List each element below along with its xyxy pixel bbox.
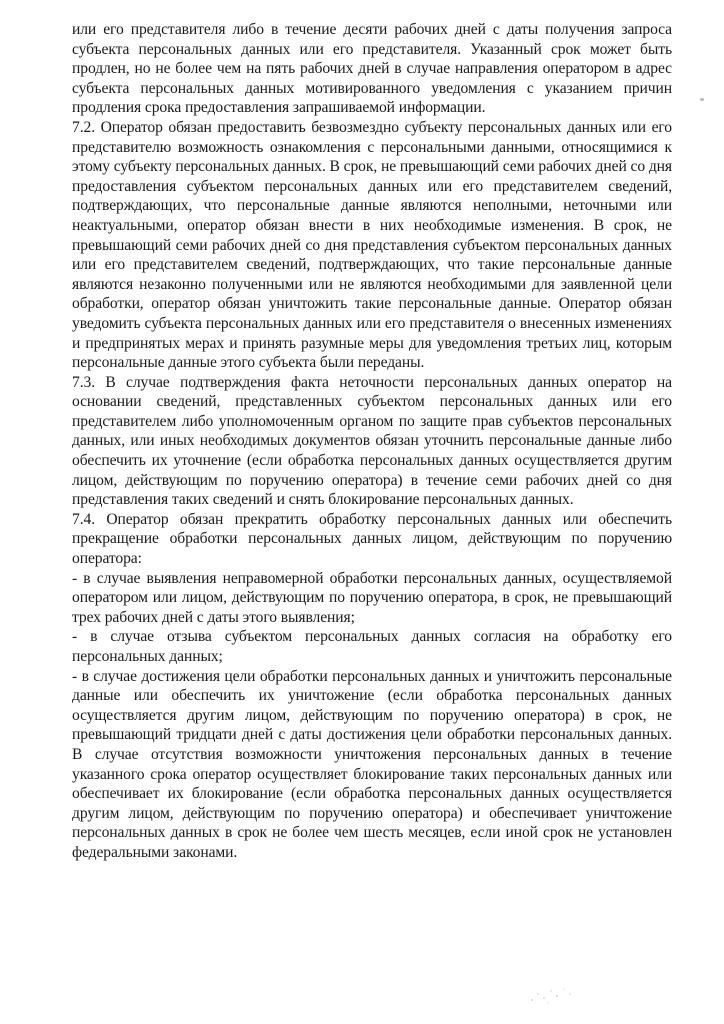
scan-mark-icon bbox=[524, 982, 580, 1008]
document-page bbox=[72, 20, 672, 863]
paragraph-7-3: 7.3. В случае подтверждения факта неточности персональных данных оператор на основании сведений, представленных субъектом персональных данных или его представителем либо уполномоченным органом по защите прав субъектов персональных данных, или иных необходимых документов обязан уточнить персональные данные либо обеспечить их уточнение (если обработка персональных данных осуществляется другим лицом, действующим по поручению оператора) в течение семи рабочих дней со дня представления таких сведений и снять блокирование персональных данных. bbox=[72, 373, 672, 509]
list-item-purpose-achieved: - в случае достижения цели обработки персональных данных и уничтожить персональные данные или обеспечить их уничтожение (если обработка персональных данных осуществляется другим лицом, действующим по поручению оператора) в срок, не превышающий тридцати дней с даты достижения цели обработки персональных данных. В случае отсутствия возможности уничтожения персональных данных в течение указанного срока оператор осуществляет блокирование таких персональных данных или обеспечивает их блокирование (если обработка персональных данных осуществляется другим лицом, действующим по поручению оператора) и обеспечивает уничтожение персональных данных в срок не более чем шесть месяцев, если иной срок не установлен федеральными законами. bbox=[72, 667, 672, 861]
list-item-consent-withdrawal: - в случае отзыва субъектом персональных данных согласия на обработку его персональных данных; bbox=[72, 628, 672, 665]
paragraph-continuation: или его представителя либо в течение десяти рабочих дней с даты получения запроса субъекта персональных данных или его представителя. Указанный срок может быть продлен, но не более чем на пять рабочих дней в случае направления оператором в адрес субъекта персональных данных мотивированного уведомления с указанием причин продления срока предоставления запрашиваемой информации. bbox=[72, 21, 672, 117]
paragraph-7-4: 7.4. Оператор обязан прекратить обработку персональных данных или обеспечить прекращение обработки персональных данных лицом, действующим по поручению оператора: bbox=[72, 510, 672, 568]
paragraph-7-2: 7.2. Оператор обязан предоставить безвозмездно субъекту персональных данных или его представителю возможность ознакомления с персональными данными, относящимися к этому субъекту персональных данных. В срок, не превышающий семи рабочих дней со дня предоставления субъектом персональных данных или его представителем сведений, подтверждающих, что персональные данные являются неполными, неточными или неактуальными, оператор обязан внести в них необходимые изменения. В срок, не превышающий семи рабочих дней со дня представления субъектом персональных данных или его представителем сведений, подтверждающих, что такие персональные данные являются незаконно полученными или не являются необходимыми для заявленной цели обработки, оператор обязан уничтожить такие персональные данные. Оператор обязан уведомить субъекта персональных данных или его представителя о внесенных изменениях и предпринятых мерах и принять разумные меры для уведомления третьих лиц, которым персональные данные этого субъекта были переданы. bbox=[72, 118, 672, 372]
scan-speck bbox=[700, 98, 704, 101]
list-item-unlawful-processing: - в случае выявления неправомерной обработки персональных данных, осуществляемой оператором или лицом, действующим по поручению оператора, в срок, не превышающий трех рабочих дней с даты этого выявления; bbox=[72, 569, 672, 626]
